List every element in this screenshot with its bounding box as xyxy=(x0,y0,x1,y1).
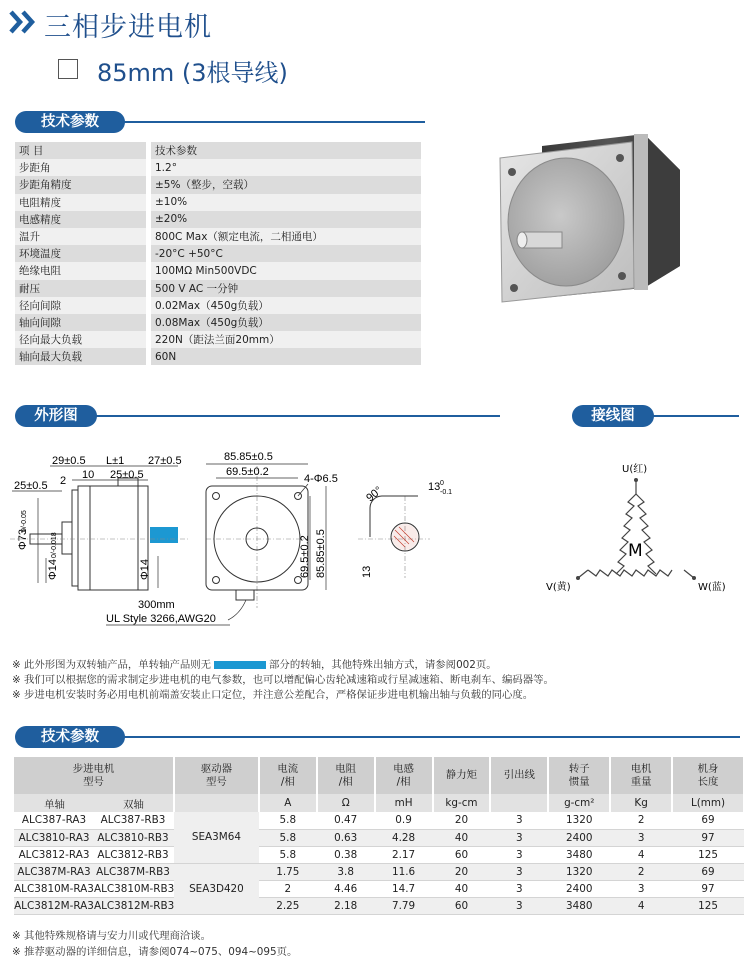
spec-value: 220N（距法兰面20mm） xyxy=(151,331,421,348)
model-single: ALC3812-RA3 xyxy=(18,848,90,861)
spec-value: 60N xyxy=(151,348,421,365)
col-header-inductance: 电感 /相 xyxy=(375,757,433,794)
model-single: ALC387-RA3 xyxy=(21,814,87,827)
section-badge-tech-params-2: 技术参数 xyxy=(15,726,125,748)
dim-label: -0.1 xyxy=(440,489,453,496)
cell-weight: 3 xyxy=(610,829,672,846)
unit-cell: Ω xyxy=(317,794,375,812)
cell-length: 125 xyxy=(672,897,744,914)
col-header-inertia: 转子 惯量 xyxy=(548,757,610,794)
spec-row xyxy=(15,348,421,365)
footer-note-1: ※ 其他特殊规格请与安力川或代理商洽谈。 xyxy=(12,930,212,942)
cell-weight: 2 xyxy=(610,812,672,829)
unit-cell: Kg xyxy=(610,794,672,812)
highlight-swatch xyxy=(214,661,266,669)
spec-row xyxy=(15,331,421,348)
spec-value: -20°C +50°C xyxy=(151,245,421,262)
unit-cell xyxy=(174,794,259,812)
note-1-text-tail: 部分的转轴，其他特殊出轴方式，请参阅002页。 xyxy=(269,659,497,671)
cell-torque: 40 xyxy=(433,880,491,897)
table-row xyxy=(14,829,744,846)
spec-label: 步距角精度 xyxy=(15,176,146,193)
dim-label: 69.5±0.2 xyxy=(226,466,269,478)
spec-label: 径向间隙 xyxy=(15,297,146,314)
cell-length: 69 xyxy=(672,812,744,829)
outline-drawing xyxy=(10,438,453,636)
spec-label: 轴向间隙 xyxy=(15,314,146,331)
dim-label: Φ73 xyxy=(17,528,29,550)
dim-label: 4-Φ6.5 xyxy=(304,473,338,485)
dim-label: 13 xyxy=(428,481,441,493)
spec-label: 耐压 xyxy=(15,280,146,297)
spec-label: 轴向最大负载 xyxy=(15,348,146,365)
dim-label: 29±0.5 xyxy=(52,455,86,467)
col-header-current: 电流 /相 xyxy=(259,757,317,794)
cell-inductance: 7.79 xyxy=(375,897,433,914)
cell-length: 97 xyxy=(672,880,744,897)
table-row xyxy=(14,897,744,914)
model-cell xyxy=(14,863,174,880)
spec-label: 绝缘电阻 xyxy=(15,262,146,279)
dim-label: 25±0.5 xyxy=(110,469,144,481)
section-badge-tech-params: 技术参数 xyxy=(15,111,125,133)
cell-inertia: 3480 xyxy=(548,846,610,863)
col-header-leads: 引出线 xyxy=(490,757,548,794)
spec-row xyxy=(15,142,421,159)
cell-length: 69 xyxy=(672,863,744,880)
dim-label: Φ14 xyxy=(139,558,151,580)
cell-torque: 40 xyxy=(433,829,491,846)
cell-weight: 4 xyxy=(610,897,672,914)
spec-row xyxy=(15,245,421,262)
dim-label: 13 xyxy=(361,565,373,578)
spec-value: 800C Max（额定电流，二相通电） xyxy=(151,228,421,245)
cell-leads: 3 xyxy=(490,897,548,914)
spec-value: 100MΩ Min500VDC xyxy=(151,262,421,279)
model-cell xyxy=(14,829,174,846)
spec-value: 技术参数 xyxy=(151,142,421,159)
cell-length: 125 xyxy=(672,846,744,863)
dim-label: 25±0.5 xyxy=(14,480,48,492)
cell-leads: 3 xyxy=(490,829,548,846)
col-header-torque: 静力矩 xyxy=(433,757,491,794)
cable-spec: UL Style 3266,AWG20 xyxy=(106,613,216,625)
unit-cell: g-cm² xyxy=(548,794,610,812)
note-2: ※ 我们可以根据您的需求制定步进电机的电气参数，也可以增配偏心齿轮减速箱或行星减速箱、断电刹车、编码器等。 xyxy=(12,674,554,686)
dim-label: 0/-0.05 xyxy=(21,510,28,532)
table-row xyxy=(14,846,744,863)
cell-leads: 3 xyxy=(490,812,548,829)
table-row xyxy=(14,880,744,897)
spec-row xyxy=(15,194,421,211)
model-double: ALC387M-RB3 xyxy=(96,865,170,878)
cell-inertia: 1320 xyxy=(548,863,610,880)
cell-inductance: 4.28 xyxy=(375,829,433,846)
cell-torque: 20 xyxy=(433,812,491,829)
spec-label: 温升 xyxy=(15,228,146,245)
spec-row xyxy=(15,280,421,297)
model-double: ALC3812M-RB3 xyxy=(94,899,175,912)
cell-resistance: 3.8 xyxy=(317,863,375,880)
model-cell xyxy=(14,846,174,863)
note-3: ※ 步进电机安装时务必用电机前端盖安装止口定位，并注意公差配合，严格保证步进电机输出轴与负载的同心度。 xyxy=(12,689,534,701)
footer-note-2: ※ 推荐驱动器的详细信息，请参阅074~075、094~095页。 xyxy=(12,946,298,958)
cell-torque: 60 xyxy=(433,846,491,863)
cell-length: 97 xyxy=(672,829,744,846)
cell-weight: 4 xyxy=(610,846,672,863)
spec-row xyxy=(15,262,421,279)
dim-label: 69.5±0.2 xyxy=(299,535,311,578)
cell-leads: 3 xyxy=(490,846,548,863)
wire-label-u: U(红) xyxy=(622,464,648,475)
cell-resistance: 4.46 xyxy=(317,880,375,897)
motor-symbol: M xyxy=(628,541,643,561)
model-table xyxy=(14,757,745,915)
section-rule xyxy=(92,415,500,417)
cell-current: 1.75 xyxy=(259,863,317,880)
dim-label: 90° xyxy=(364,484,385,505)
table-row xyxy=(14,863,744,880)
unit-cell: A xyxy=(259,794,317,812)
spec-row xyxy=(15,314,421,331)
cell-inductance: 11.6 xyxy=(375,863,433,880)
dim-label: Φ14 xyxy=(47,558,59,580)
cell-current: 5.8 xyxy=(259,829,317,846)
section-badge-wiring: 接线图 xyxy=(572,405,654,427)
spec-value: 1.2° xyxy=(151,159,421,176)
dim-label: 2 xyxy=(60,475,67,487)
cell-inertia: 2400 xyxy=(548,829,610,846)
spec-label: 项 目 xyxy=(15,142,146,159)
spec-row xyxy=(15,297,421,314)
page-subtitle: 85mm (3根导线) xyxy=(97,59,288,87)
cell-resistance: 0.63 xyxy=(317,829,375,846)
double-chevron-icon xyxy=(8,8,40,36)
cell-current: 2 xyxy=(259,880,317,897)
wiring-diagram xyxy=(538,456,738,596)
cell-torque: 60 xyxy=(433,897,491,914)
dim-label: 0 xyxy=(440,480,444,487)
unit-cell xyxy=(490,794,548,812)
spec-row xyxy=(15,228,421,245)
model-single: ALC3812M-RA3 xyxy=(14,899,94,912)
driver-cell: SEA3D420 xyxy=(174,863,259,914)
col-header-length: 机身 长度 xyxy=(672,757,744,794)
cell-torque: 20 xyxy=(433,863,491,880)
page-title: 三相步进电机 xyxy=(44,12,212,43)
spec-label: 电感精度 xyxy=(15,211,146,228)
cable-length: 300mm xyxy=(138,599,175,611)
cell-inertia: 1320 xyxy=(548,812,610,829)
col-header-motor: 步进电机 型号 xyxy=(14,757,174,794)
section-badge-outline: 外形图 xyxy=(15,405,97,427)
spec-row xyxy=(15,211,421,228)
section-rule xyxy=(120,736,740,738)
cell-inductance: 0.9 xyxy=(375,812,433,829)
unit-cell: mH xyxy=(375,794,433,812)
dim-label: 27±0.5 xyxy=(148,455,182,467)
spec-value: 0.02Max（450g负载） xyxy=(151,297,421,314)
model-single: ALC387M-RA3 xyxy=(17,865,91,878)
dim-label: 85.85±0.5 xyxy=(224,451,273,463)
wire-label-v: V(黄) xyxy=(546,582,571,593)
spec-row xyxy=(15,159,421,176)
cell-current: 2.25 xyxy=(259,897,317,914)
model-cell xyxy=(14,812,174,829)
spec-table xyxy=(15,142,421,365)
model-single: ALC3810-RA3 xyxy=(18,831,90,844)
spec-value: ±10% xyxy=(151,194,421,211)
spec-label: 步距角 xyxy=(15,159,146,176)
unit-cell: kg-cm xyxy=(433,794,491,812)
col-header-driver: 驱动器 型号 xyxy=(174,757,259,794)
spec-value: 500 V AC 一分钟 xyxy=(151,280,421,297)
spec-value: ±20% xyxy=(151,211,421,228)
wire-label-w: W(蓝) xyxy=(698,582,726,593)
model-single: ALC3810M-RA3 xyxy=(14,882,94,895)
dim-label: L±1 xyxy=(106,455,125,467)
note-1-text: ※ 此外形图为双转轴产品，单转轴产品则无 xyxy=(12,659,212,671)
note-1 xyxy=(12,656,497,671)
table-row xyxy=(14,812,744,829)
cell-inductance: 2.17 xyxy=(375,846,433,863)
model-cell xyxy=(14,880,174,897)
cell-resistance: 2.18 xyxy=(317,897,375,914)
dim-label: 0/-0.018 xyxy=(51,532,58,558)
col-header-weight: 电机 重量 xyxy=(610,757,672,794)
unit-cell: L(mm) xyxy=(672,794,744,812)
cell-resistance: 0.47 xyxy=(317,812,375,829)
cell-inertia: 3480 xyxy=(548,897,610,914)
dim-label: 85.85±0.5 xyxy=(315,529,327,578)
spec-value: ±5%（整步，空载） xyxy=(151,176,421,193)
model-double: ALC3812-RB3 xyxy=(97,848,169,861)
cell-current: 5.8 xyxy=(259,846,317,863)
section-rule xyxy=(649,415,739,417)
section-rule xyxy=(120,121,425,123)
model-double: ALC3810-RB3 xyxy=(97,831,169,844)
cell-inertia: 2400 xyxy=(548,880,610,897)
spec-label: 环境温度 xyxy=(15,245,146,262)
cell-resistance: 0.38 xyxy=(317,846,375,863)
cell-weight: 2 xyxy=(610,863,672,880)
cell-weight: 3 xyxy=(610,880,672,897)
spec-row xyxy=(15,176,421,193)
spec-label: 径向最大负载 xyxy=(15,331,146,348)
model-cell xyxy=(14,897,174,914)
spec-label: 电阻精度 xyxy=(15,194,146,211)
model-double: ALC387-RB3 xyxy=(100,814,166,827)
cell-leads: 3 xyxy=(490,880,548,897)
model-double: ALC3810M-RB3 xyxy=(94,882,175,895)
col-header-resistance: 电阻 /相 xyxy=(317,757,375,794)
spec-value: 0.08Max（450g负载） xyxy=(151,314,421,331)
dim-label: 10 xyxy=(82,469,95,481)
driver-cell: SEA3M64 xyxy=(174,812,259,863)
cell-current: 5.8 xyxy=(259,812,317,829)
unit-row: 单轴 双轴 xyxy=(14,794,174,812)
cell-leads: 3 xyxy=(490,863,548,880)
motor-image xyxy=(494,128,688,304)
cell-inductance: 14.7 xyxy=(375,880,433,897)
checkbox-icon xyxy=(58,59,78,79)
